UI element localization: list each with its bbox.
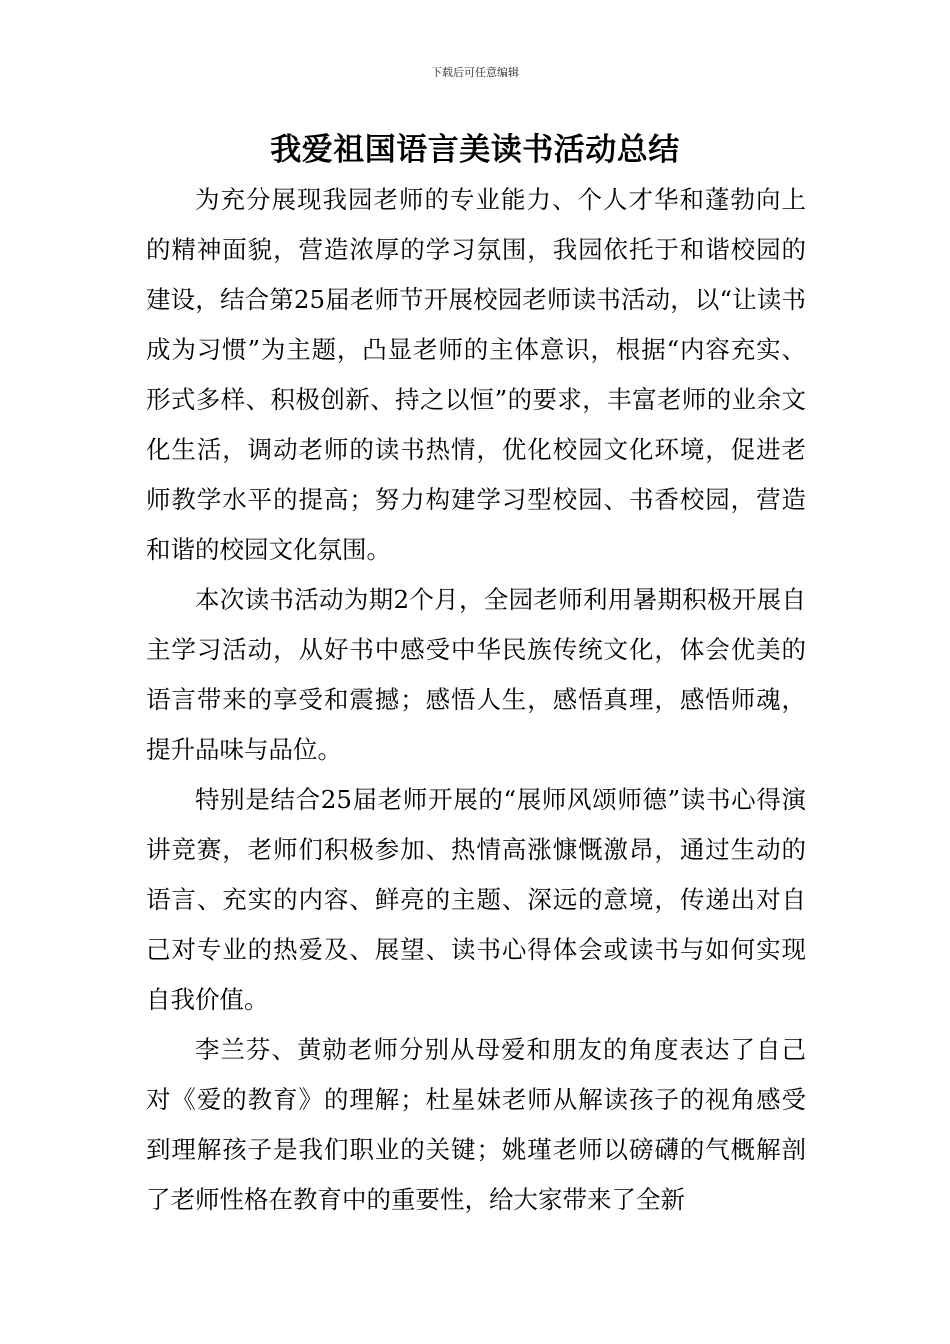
paragraph: 特别是结合25届老师开展的“展师风颂师德”读书心得演讲竞赛，老师们积极参加、热情高涨慷慨激昂，通过生动的语言、充实的内容、鲜亮的主题、深远的意境，传递出对自己对专业的热爱及、展望、读书心得体会或读书与如何实现自我价值。 <box>146 785 806 1014</box>
document-title: 我爱祖国语言美读书活动总结 <box>270 132 680 168</box>
header-note: 下载后可任意编辑 <box>431 66 519 79</box>
paragraph: 本次读书活动为期2个月，全园老师利用暑期积极开展自主学习活动，从好书中感受中华民族传统文化，体会优美的语言带来的享受和震撼；感悟人生，感悟真理，感悟师魂，提升品味与品位。 <box>146 585 806 764</box>
paragraph: 为充分展现我园老师的专业能力、个人才华和蓬勃向上的精神面貌，营造浓厚的学习氛围，我园依托于和谐校园的建设，结合第25届老师节开展校园老师读书活动，以“让读书成为习惯”为主题，凸显老师的主体意识，根据“内容充实、形式多样、积极创新、持之以恒”的要求，丰富老师的业余文化生活，调动老师的读书热情，优化校园文化环境，促进老师教学水平的提高；努力构建学习型校园、书香校园，营造和谐的校园文化氛围。 <box>146 185 806 564</box>
paragraph: 李兰芬、黄勍老师分别从母爱和朋友的角度表达了自己对《爱的教育》的理解；杜星妹老师从解读孩子的视角感受到理解孩子是我们职业的关键；姚瑾老师以磅礴的气概解剖了老师性格在教育中的重要性，给大家带来了全新 <box>146 1035 806 1214</box>
document-body <box>146 175 806 1225</box>
